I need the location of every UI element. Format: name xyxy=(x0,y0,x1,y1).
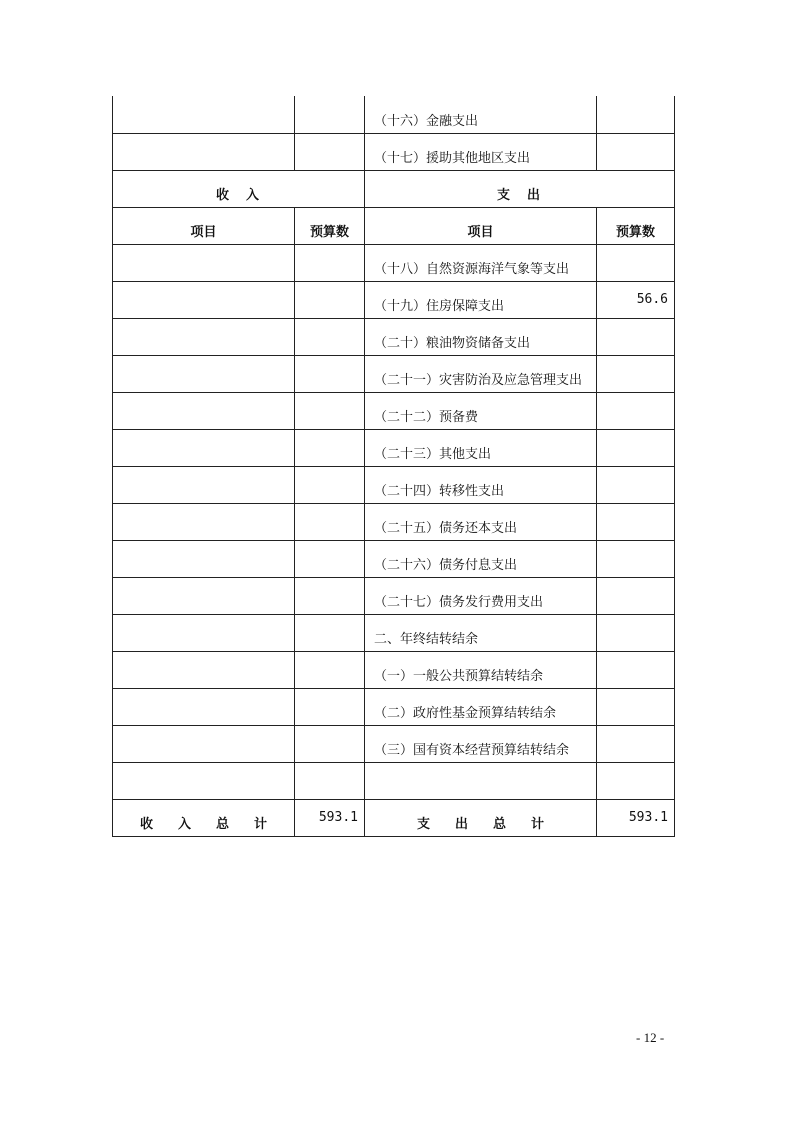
expense-item-cell: （二十四）转移性支出 xyxy=(365,466,597,503)
table-row xyxy=(113,318,675,355)
table-row xyxy=(113,392,675,429)
income-amount-cell xyxy=(295,762,365,799)
table-row xyxy=(113,503,675,540)
expense-item-cell: （一）一般公共预算结转结余 xyxy=(365,651,597,688)
income-amount-cell xyxy=(295,133,365,170)
income-item-cell xyxy=(113,651,295,688)
expense-amount-cell xyxy=(597,614,675,651)
income-item-cell xyxy=(113,762,295,799)
income-item-cell xyxy=(113,244,295,281)
expense-amount-cell xyxy=(597,762,675,799)
table-row xyxy=(113,244,675,281)
expense-item-cell: 二、年终结转结余 xyxy=(365,614,597,651)
expense-amount-cell xyxy=(597,651,675,688)
income-amount-cell xyxy=(295,392,365,429)
income-item-cell xyxy=(113,429,295,466)
income-amount-cell xyxy=(295,503,365,540)
expense-amount-cell xyxy=(597,688,675,725)
income-amount-cell xyxy=(295,725,365,762)
income-amount-cell xyxy=(295,688,365,725)
budget-table xyxy=(112,96,675,837)
expense-total-amount: 593.1 xyxy=(597,799,675,836)
table-row xyxy=(113,281,675,318)
expense-item-cell: （十九）住房保障支出 xyxy=(365,281,597,318)
expense-amount-cell xyxy=(597,355,675,392)
income-total-label: 收 入 总 计 xyxy=(113,799,295,836)
income-item-cell xyxy=(113,725,295,762)
table-row xyxy=(113,651,675,688)
expense-amount-cell xyxy=(597,392,675,429)
income-total-amount: 593.1 xyxy=(295,799,365,836)
expense-item-cell: （二十七）债务发行费用支出 xyxy=(365,577,597,614)
expense-amount-cell xyxy=(597,96,675,133)
income-amount-cell xyxy=(295,540,365,577)
income-amount-cell xyxy=(295,466,365,503)
table-row xyxy=(113,540,675,577)
table-row xyxy=(113,355,675,392)
section-header-row xyxy=(113,170,675,207)
expense-item-cell: （二十一）灾害防治及应急管理支出 xyxy=(365,355,597,392)
expense-rows xyxy=(113,244,675,799)
income-item-cell xyxy=(113,466,295,503)
income-amount-cell xyxy=(295,244,365,281)
page-number: - 12 - xyxy=(636,1030,665,1045)
expense-item-cell: （二十三）其他支出 xyxy=(365,429,597,466)
expense-amount-cell xyxy=(597,503,675,540)
totals-row xyxy=(113,799,675,836)
expense-item-header: 项目 xyxy=(365,207,597,244)
income-item-cell xyxy=(113,318,295,355)
table-row xyxy=(113,133,675,170)
income-amount-cell xyxy=(295,96,365,133)
income-amount-cell xyxy=(295,614,365,651)
income-item-cell xyxy=(113,96,295,133)
income-section-title: 收 入 xyxy=(113,170,365,207)
expense-amount-cell: 56.6 xyxy=(597,281,675,318)
expense-item-cell: （十七）援助其他地区支出 xyxy=(365,133,597,170)
income-item-cell xyxy=(113,133,295,170)
expense-amount-cell xyxy=(597,466,675,503)
expense-amount-cell xyxy=(597,540,675,577)
income-amount-cell xyxy=(295,429,365,466)
table-row xyxy=(113,96,675,133)
table-row xyxy=(113,577,675,614)
income-item-cell xyxy=(113,281,295,318)
expense-amount-cell xyxy=(597,244,675,281)
income-amount-header: 预算数 xyxy=(295,207,365,244)
expense-total-label: 支 出 总 计 xyxy=(365,799,597,836)
table-row xyxy=(113,614,675,651)
income-amount-cell xyxy=(295,355,365,392)
expense-item-cell: （二十）粮油物资储备支出 xyxy=(365,318,597,355)
income-amount-cell xyxy=(295,577,365,614)
expense-item-cell: （二十二）预备费 xyxy=(365,392,597,429)
income-amount-cell xyxy=(295,651,365,688)
table-row xyxy=(113,725,675,762)
income-amount-cell xyxy=(295,281,365,318)
expense-item-cell: （十六）金融支出 xyxy=(365,96,597,133)
expense-amount-cell xyxy=(597,577,675,614)
income-item-cell xyxy=(113,540,295,577)
income-item-header: 项目 xyxy=(113,207,295,244)
expense-amount-cell xyxy=(597,318,675,355)
column-header-row xyxy=(113,207,675,244)
table-row xyxy=(113,429,675,466)
expense-amount-cell xyxy=(597,133,675,170)
income-item-cell xyxy=(113,577,295,614)
expense-amount-cell xyxy=(597,725,675,762)
income-item-cell xyxy=(113,688,295,725)
expense-item-cell: （十八）自然资源海洋气象等支出 xyxy=(365,244,597,281)
expense-section-title: 支 出 xyxy=(365,170,675,207)
expense-item-cell: （三）国有资本经营预算结转结余 xyxy=(365,725,597,762)
table-row xyxy=(113,466,675,503)
expense-item-cell xyxy=(365,762,597,799)
table-row xyxy=(113,762,675,799)
income-item-cell xyxy=(113,355,295,392)
income-item-cell xyxy=(113,614,295,651)
expense-amount-cell xyxy=(597,429,675,466)
expense-item-cell: （二）政府性基金预算结转结余 xyxy=(365,688,597,725)
expense-item-cell: （二十六）债务付息支出 xyxy=(365,540,597,577)
expense-item-cell: （二十五）债务还本支出 xyxy=(365,503,597,540)
expense-amount-header: 预算数 xyxy=(597,207,675,244)
income-item-cell xyxy=(113,392,295,429)
income-amount-cell xyxy=(295,318,365,355)
table-row xyxy=(113,688,675,725)
income-item-cell xyxy=(113,503,295,540)
